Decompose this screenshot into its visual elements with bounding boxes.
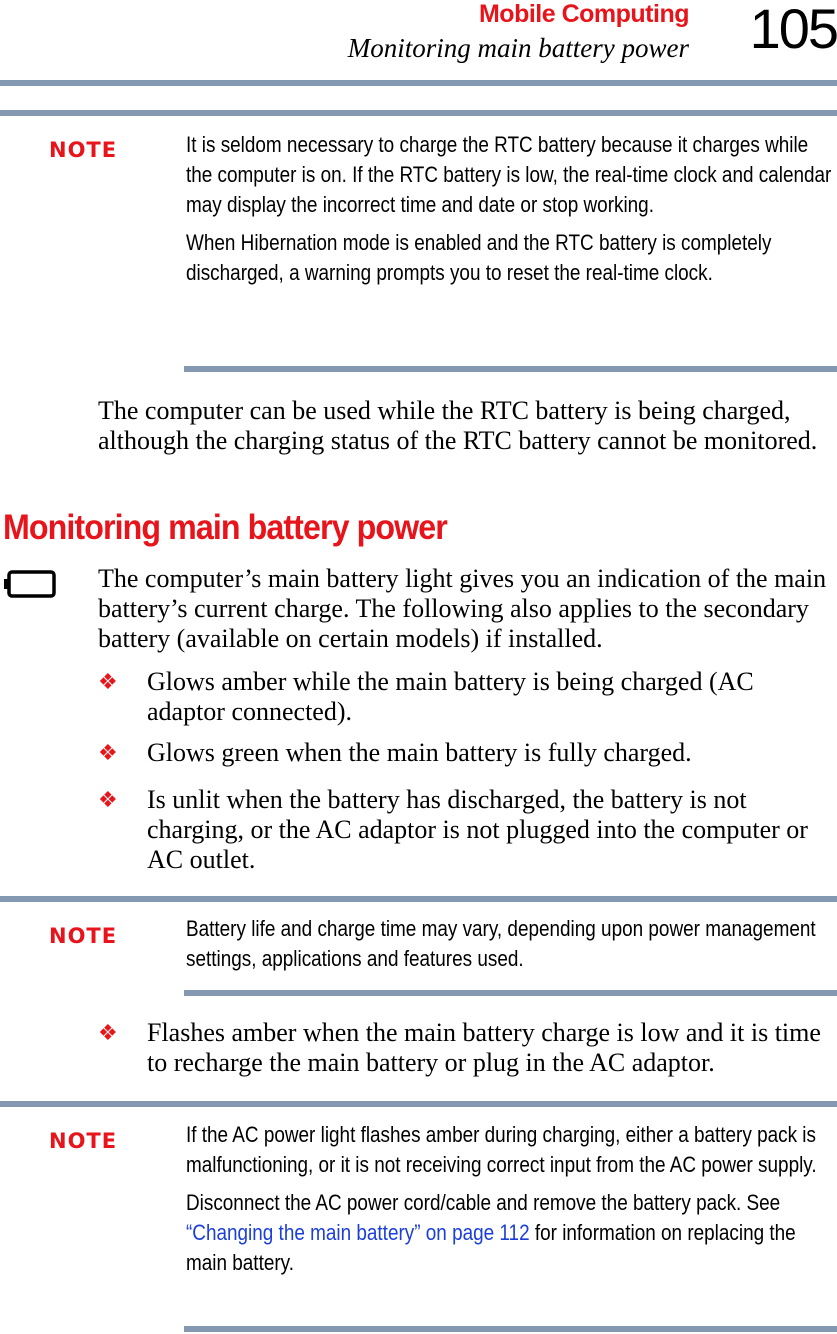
- note-paragraph: It is seldom necessary to charge the RTC battery because it charges while the computer is on. If the RTC battery is low, the real-time clock and calendar may display the incorrect time and date or stop working.: [186, 132, 832, 217]
- note-top-rule: [0, 110, 837, 116]
- list-item: Is unlit when the battery has discharged, the battery is not charging, or the AC adaptor is not plugged into the computer or AC outlet.: [147, 785, 808, 874]
- section-heading: Monitoring main battery power: [3, 508, 447, 547]
- note-paragraph: Battery life and charge time may vary, depending upon power management settings, applications and features used.: [186, 916, 816, 971]
- list-item: Glows amber while the main battery is being charged (AC adaptor connected).: [147, 667, 754, 726]
- note-label: NOTE: [49, 138, 118, 162]
- note-label: NOTE: [49, 1129, 118, 1153]
- list-item: Glows green when the main battery is fully charged.: [147, 738, 692, 767]
- note-paragraph: When Hibernation mode is enabled and the RTC battery is completely discharged, a warning prompts you to reset the real-time clock.: [186, 230, 772, 285]
- note-top-rule: [0, 896, 837, 902]
- note-text: [186, 914, 837, 982]
- note-bottom-rule: [184, 990, 837, 996]
- bullet-icon: ❖: [98, 788, 118, 813]
- note-text-segment: for information on replacing the main battery.: [186, 1220, 796, 1275]
- cross-reference-link[interactable]: “Changing the main battery” on page 112: [186, 1220, 530, 1245]
- bullet-icon: ❖: [98, 1021, 118, 1046]
- note-bottom-rule: [184, 1326, 837, 1332]
- running-header-section: Mobile Computing: [478, 0, 689, 28]
- battery-icon: [4, 570, 56, 598]
- page-number: 105: [749, 0, 837, 60]
- body-paragraph: The computer can be used while the RTC battery is being charged, although the charging status of the RTC battery cannot be monitored.: [98, 396, 818, 455]
- note-text-segment: Disconnect the AC power cord/cable and remove the battery pack. See: [186, 1190, 781, 1215]
- list-item: Flashes amber when the main battery charge is low and it is time to recharge the main battery or plug in the AC adaptor.: [147, 1018, 821, 1077]
- note-text: [186, 130, 837, 296]
- section-intro: The computer’s main battery light gives you an indication of the main battery’s current charge. The following also applies to the secondary battery (available on certain models) if installed.: [98, 564, 827, 653]
- header-rule: [0, 80, 837, 86]
- note-bottom-rule: [184, 366, 837, 372]
- note-paragraph: If the AC power light flashes amber during charging, either a battery pack is malfunctioning, or it is not receiving correct input from the AC power supply.: [186, 1122, 817, 1177]
- note-top-rule: [0, 1101, 837, 1107]
- note-text: [186, 1120, 837, 1286]
- note-label: NOTE: [49, 924, 118, 948]
- note-paragraph: [186, 1188, 837, 1278]
- bullet-icon: ❖: [98, 670, 118, 695]
- running-header-title: Monitoring main battery power: [347, 33, 689, 63]
- bullet-icon: ❖: [98, 741, 118, 766]
